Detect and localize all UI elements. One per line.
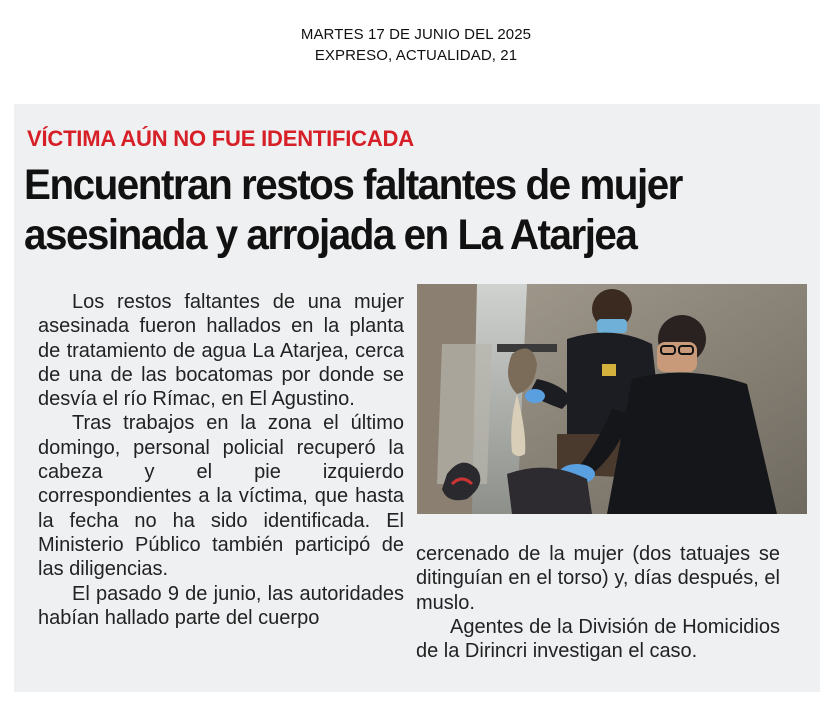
- forensic-officers-photo: [417, 284, 807, 514]
- article-kicker: VÍCTIMA AÚN NO FUE IDENTIFICADA: [27, 126, 414, 151]
- article-headline: Encuentran restos faltantes de mujer asesinada y arrojada en La Atarjea: [24, 161, 682, 259]
- dateline-date: MARTES 17 DE JUNIO DEL 2025: [300, 26, 532, 43]
- dateline: [0, 24, 832, 66]
- dateline-section: EXPRESO, ACTUALIDAD, 21: [314, 47, 518, 64]
- paragraph: Tras trabajos en la zona el último domingo, personal policial recuperó la cabeza y el pie izquierdo correspondientes a la víctima, que hasta la fecha no ha sido identificada. El Ministerio Público también participó de las diligencias.: [38, 412, 404, 581]
- article-column-1: [38, 290, 404, 630]
- paragraph: Agentes de la División de Homicidios de la Dirincri investigan el caso.: [416, 615, 780, 663]
- article-column-2: [416, 542, 780, 663]
- news-clipping: [14, 104, 820, 692]
- paragraph: Los restos faltantes de una mujer asesinada fueron hallados en la planta de tratamiento de agua La Atarjea, cerca de una de las bocatomas por donde se desvía el río Rímac, en El Agustino.: [38, 291, 404, 411]
- photo-illustration: [417, 284, 807, 514]
- paragraph: El pasado 9 de junio, las autoridades habían hallado parte del cuerpo: [38, 582, 404, 629]
- paragraph: cercenado de la mujer (dos tatuajes se ditinguían en el torso) y, días después, el muslo.: [416, 543, 780, 614]
